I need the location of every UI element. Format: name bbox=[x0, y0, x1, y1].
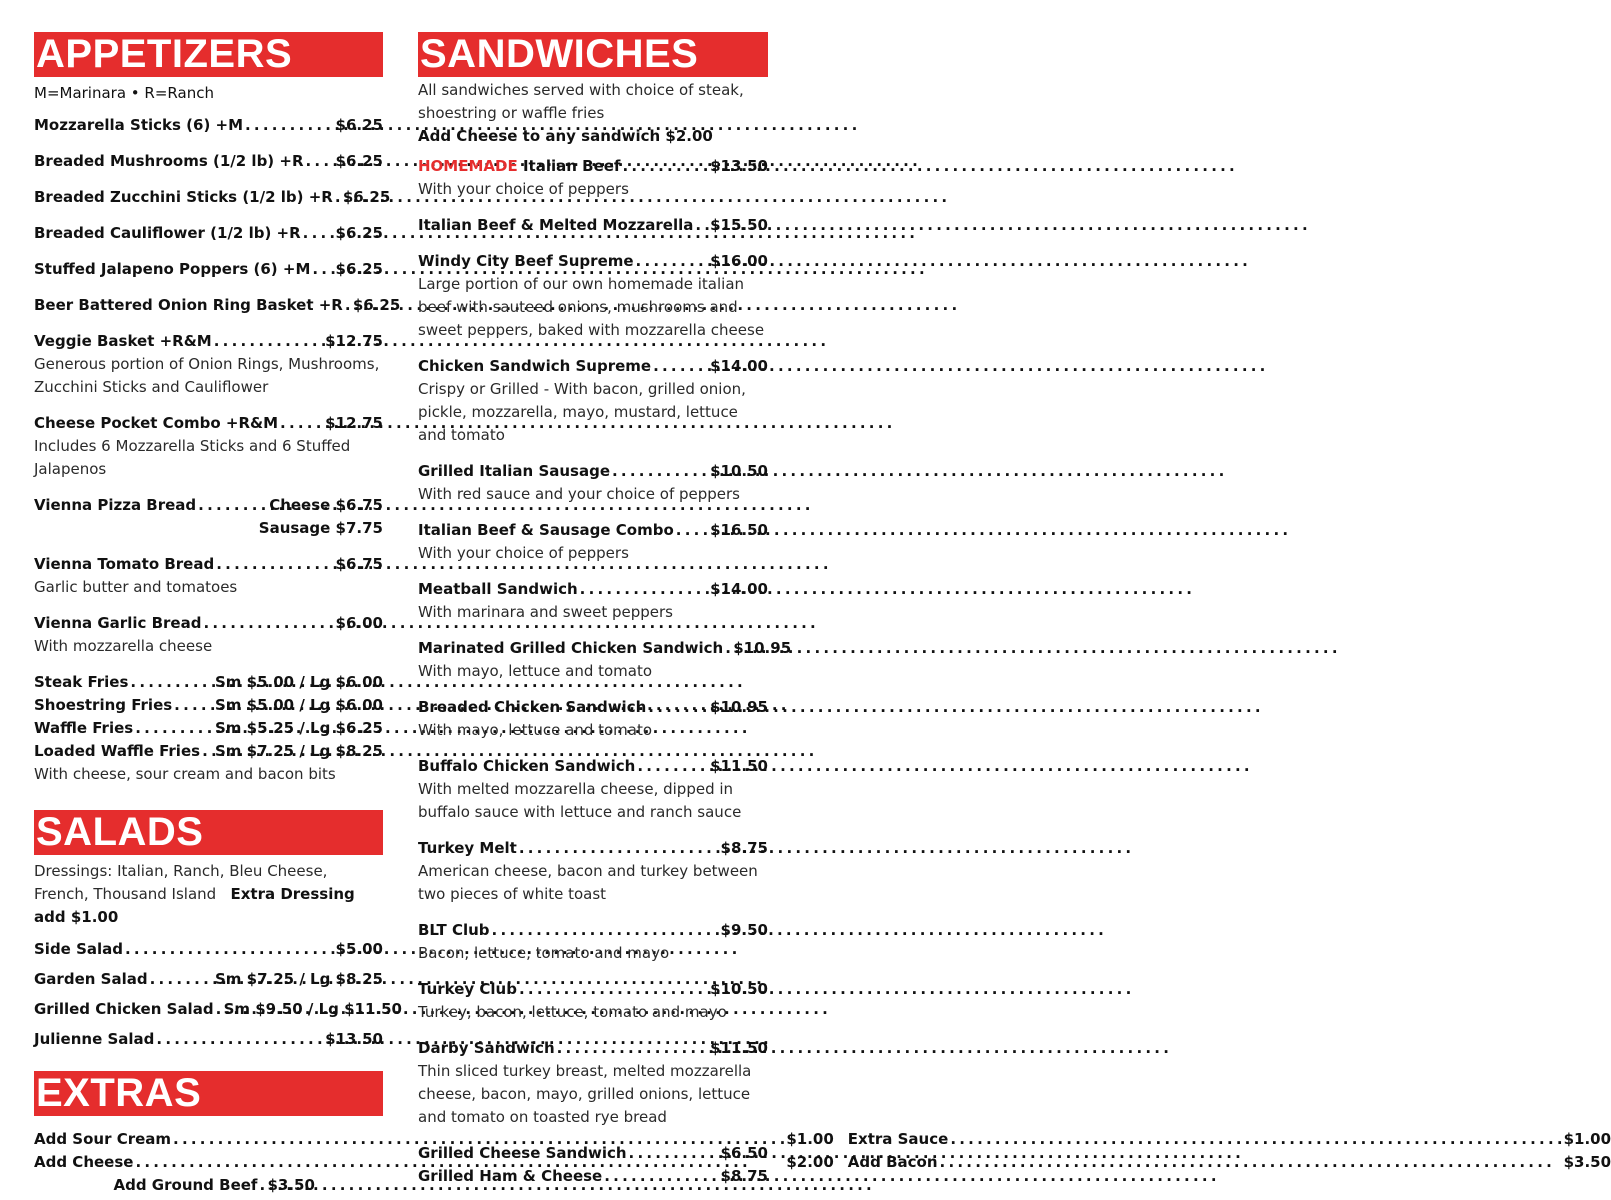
item-name: Marinated Grilled Chicken Sandwich bbox=[418, 639, 724, 657]
item-name: Chicken Sandwich Supreme bbox=[418, 357, 652, 375]
menu-item bbox=[34, 222, 383, 245]
item-price: Sm $5.00 / Lg $6.00 bbox=[215, 673, 383, 691]
item-description: Crispy or Grilled - With bacon, grilled onion, pickle, mozzarella, mayo, mustard, lettuce and tomato bbox=[418, 380, 746, 444]
menu-item bbox=[34, 114, 383, 137]
item-name: Italian Beef bbox=[522, 157, 621, 175]
menu-item bbox=[418, 519, 768, 565]
item-name: Italian Beef & Sausage Combo bbox=[418, 521, 674, 539]
item-name: Breaded Chicken Sandwich bbox=[418, 698, 647, 716]
item-name: Side Salad bbox=[34, 940, 124, 958]
item-price: $1.00 bbox=[1563, 1130, 1611, 1148]
item-price: $8.75 bbox=[720, 1167, 768, 1185]
menu-item bbox=[34, 612, 383, 658]
menu-item bbox=[34, 258, 383, 281]
menu-item-vienna-pizza bbox=[34, 494, 383, 540]
menu-item bbox=[418, 978, 768, 1024]
item-description: With your choice of peppers bbox=[418, 544, 629, 562]
item-price: $6.00 bbox=[335, 614, 383, 632]
item-description: Thin sliced turkey breast, melted mozzarella cheese, bacon, mayo, grilled onions, lettuce and tomato on toasted rye bread bbox=[418, 1062, 752, 1126]
menu-item bbox=[418, 837, 768, 906]
menu-item bbox=[34, 294, 401, 317]
salads-header: SALADS bbox=[34, 810, 383, 855]
item-name: Grilled Cheese Sandwich bbox=[418, 1144, 627, 1162]
item-description: With red sauce and your choice of peppers bbox=[418, 485, 740, 503]
menu-item bbox=[34, 553, 383, 599]
item-name: Add Cheese bbox=[34, 1153, 134, 1171]
item-description: With mayo, lettuce and tomato bbox=[418, 662, 653, 680]
item-name: Add Bacon bbox=[847, 1153, 938, 1171]
appetizers-header: APPETIZERS bbox=[34, 32, 383, 77]
item-name: Darby Sandwich bbox=[418, 1039, 555, 1057]
item-description: Large portion of our own homemade italian beef with sauteed onions, mushrooms and sweet peppers, baked with mozzarella cheese bbox=[418, 275, 765, 339]
menu-item bbox=[418, 250, 768, 342]
menu-item bbox=[34, 330, 383, 399]
item-price: $6.25 bbox=[352, 296, 401, 314]
item-name: Breaded Mushrooms (1/2 lb) +R bbox=[34, 152, 304, 170]
item-price: $15.50 bbox=[710, 216, 768, 234]
menu-item bbox=[34, 938, 383, 961]
item-description: With mayo, lettuce and tomato bbox=[418, 721, 653, 739]
extras-header: EXTRAS bbox=[34, 1071, 383, 1116]
item-name: Cheese Pocket Combo +R&M bbox=[34, 414, 279, 432]
item-name: Grilled Ham & Cheese bbox=[418, 1167, 603, 1185]
item-price: $3.50 bbox=[1563, 1153, 1611, 1171]
item-name: Mozzarella Sticks (6) +M bbox=[34, 116, 244, 134]
item-name: Beer Battered Onion Ring Basket +R bbox=[34, 296, 343, 314]
item-description: Bacon, lettuce, tomato and mayo bbox=[418, 944, 670, 962]
item-price: $2.00 bbox=[786, 1153, 834, 1171]
menu-item bbox=[418, 1037, 768, 1129]
item-price: $5.00 bbox=[335, 940, 383, 958]
item-name: Grilled Italian Sausage bbox=[418, 462, 611, 480]
item-name: Vienna Garlic Bread bbox=[34, 614, 202, 632]
item-price: $6.25 bbox=[335, 260, 383, 278]
item-name: Stuffed Jalapeno Poppers (6) +M bbox=[34, 260, 311, 278]
item-description: With cheese, sour cream and bacon bits bbox=[34, 765, 336, 783]
item-description: American cheese, bacon and turkey between two pieces of white toast bbox=[418, 862, 758, 903]
item-price: $6.25 bbox=[342, 188, 391, 206]
menu-item bbox=[418, 919, 768, 965]
item-name: Turkey Melt bbox=[418, 839, 517, 857]
menu-item bbox=[34, 968, 383, 991]
item-price: $9.50 bbox=[720, 921, 768, 939]
item-name: Veggie Basket +R&M bbox=[34, 332, 212, 350]
item-price: $3.50 bbox=[267, 1176, 315, 1194]
menu-item-fries bbox=[34, 671, 383, 786]
cheese-note: Add Cheese to any sandwich $2.00 bbox=[418, 127, 713, 145]
item-price: Sm $7.25 / Lg $8.25 bbox=[215, 742, 383, 760]
item-price: $13.50 bbox=[325, 1030, 383, 1048]
item-description: Turkey, bacon, lettuce, tomato and mayo bbox=[418, 1003, 727, 1021]
item-price: $6.50 bbox=[720, 1144, 768, 1162]
item-price: $13.50 bbox=[710, 157, 768, 175]
item-description: With melted mozzarella cheese, dipped in buffalo sauce with lettuce and ranch sauce bbox=[418, 780, 742, 821]
appetizers-note: M=Marinara • R=Ranch bbox=[34, 84, 214, 102]
item-name: Loaded Waffle Fries bbox=[34, 742, 201, 760]
sandwiches-header: SANDWICHES bbox=[418, 32, 768, 77]
item-name: Add Sour Cream bbox=[34, 1130, 172, 1148]
item-price: $12.75 bbox=[325, 332, 383, 350]
item-name: Grilled Chicken Salad bbox=[34, 1000, 214, 1018]
item-name: Shoestring Fries bbox=[34, 696, 173, 714]
item-price: $6.25 bbox=[335, 116, 383, 134]
item-description: With marinara and sweet peppers bbox=[418, 603, 673, 621]
item-price: Cheese $6.75 bbox=[269, 496, 383, 514]
menu-item bbox=[418, 155, 768, 201]
menu-item bbox=[418, 214, 768, 237]
item-price: $8.75 bbox=[720, 839, 768, 857]
item-price: $14.00 bbox=[710, 580, 768, 598]
item-price: Sm $9.50 / Lg $11.50 bbox=[223, 1000, 402, 1018]
homemade-label: HOMEMADE bbox=[418, 157, 518, 175]
item-name: Buffalo Chicken Sandwich bbox=[418, 757, 636, 775]
item-name: Add Ground Beef bbox=[113, 1176, 258, 1194]
item-price: Sm $7.25 / Lg $8.25 bbox=[215, 970, 383, 988]
dressings-text: Dressings: Italian, Ranch, Bleu Cheese, French, Thousand Island bbox=[34, 862, 328, 903]
item-name: Garden Salad bbox=[34, 970, 148, 988]
item-price: $16.00 bbox=[710, 252, 768, 270]
menu-item bbox=[418, 355, 768, 447]
sandwiches-note: All sandwiches served with choice of steak, shoestring or waffle fries bbox=[418, 81, 744, 122]
item-price: $16.50 bbox=[710, 521, 768, 539]
menu-item bbox=[34, 412, 383, 481]
item-price: $11.50 bbox=[710, 757, 768, 775]
item-price: $1.00 bbox=[786, 1130, 834, 1148]
item-price: $10.50 bbox=[710, 980, 768, 998]
item-price: Sausage $7.75 bbox=[258, 519, 383, 537]
item-name: Turkey Club bbox=[418, 980, 517, 998]
item-price: $6.25 bbox=[335, 224, 383, 242]
item-price: $10.95 bbox=[710, 698, 768, 716]
item-price: $12.75 bbox=[325, 414, 383, 432]
item-price: $11.50 bbox=[710, 1039, 768, 1057]
item-name: Vienna Tomato Bread bbox=[34, 555, 215, 573]
salads-dressings-note bbox=[34, 860, 383, 929]
menu-item bbox=[34, 186, 391, 209]
item-name: Julienne Salad bbox=[34, 1030, 155, 1048]
item-name: Extra Sauce bbox=[847, 1130, 949, 1148]
extras-ground-beef bbox=[34, 1174, 383, 1197]
item-price: Sm $5.00 / Lg $6.00 bbox=[215, 696, 383, 714]
item-price: $10.50 bbox=[710, 462, 768, 480]
item-name: Breaded Cauliflower (1/2 lb) +R bbox=[34, 224, 301, 242]
item-name: Vienna Pizza Bread bbox=[34, 496, 197, 514]
item-price: $10.95 bbox=[733, 639, 792, 657]
item-description: Generous portion of Onion Rings, Mushrooms, Zucchini Sticks and Cauliflower bbox=[34, 355, 380, 396]
item-price: $6.75 bbox=[335, 555, 383, 573]
menu-item bbox=[418, 637, 792, 683]
menu-item bbox=[418, 460, 768, 506]
item-description: With mozzarella cheese bbox=[34, 637, 213, 655]
right-column bbox=[418, 32, 792, 1188]
menu-item bbox=[34, 150, 383, 173]
item-description: Includes 6 Mozzarella Sticks and 6 Stuffed Jalapenos bbox=[34, 437, 351, 478]
item-name: Italian Beef & Melted Mozzarella bbox=[418, 216, 694, 234]
item-name: Breaded Zucchini Sticks (1/2 lb) +R bbox=[34, 188, 333, 206]
menu-item bbox=[34, 998, 402, 1021]
item-name: Meatball Sandwich bbox=[418, 580, 578, 598]
menu-item-final bbox=[418, 1142, 768, 1188]
item-name: Steak Fries bbox=[34, 673, 129, 691]
extra-dressing-text: Extra Dressing add $1.00 bbox=[34, 885, 355, 926]
item-name: Windy City Beef Supreme bbox=[418, 252, 634, 270]
menu-item bbox=[418, 696, 768, 742]
item-name: Waffle Fries bbox=[34, 719, 134, 737]
item-description: With your choice of peppers bbox=[418, 180, 629, 198]
item-price: $14.00 bbox=[710, 357, 768, 375]
item-description: Garlic butter and tomatoes bbox=[34, 578, 238, 596]
item-name: BLT Club bbox=[418, 921, 490, 939]
item-price: $6.25 bbox=[335, 152, 383, 170]
menu-item bbox=[418, 755, 768, 824]
menu-item bbox=[418, 578, 768, 624]
item-price: Sm $5.25 / Lg $6.25 bbox=[215, 719, 383, 737]
menu-item bbox=[34, 1028, 383, 1051]
